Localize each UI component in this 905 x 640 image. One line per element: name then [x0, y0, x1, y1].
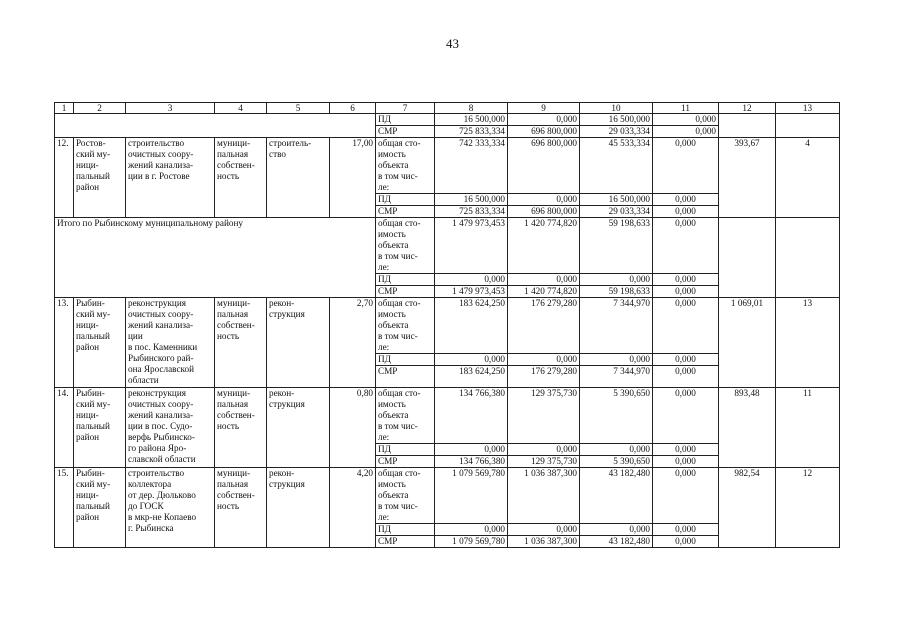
text-line: район: [76, 342, 100, 352]
text-line: собствен-: [217, 320, 255, 330]
cell: 12: [776, 468, 840, 548]
cell: 696 800,000: [508, 126, 580, 138]
text-line: ность: [217, 331, 240, 341]
cell: 0,000: [653, 536, 719, 548]
investment-table: [54, 102, 840, 548]
cell: 0,000: [653, 114, 719, 126]
text-line: струкция: [269, 399, 305, 409]
pd-label: ПД: [376, 354, 435, 366]
cell: 0,000: [508, 114, 580, 126]
text-line: муници-: [217, 388, 251, 398]
text-line: пальная: [217, 479, 249, 489]
cell: 176 279,280: [508, 366, 580, 388]
text-line: ле:: [378, 432, 390, 442]
district-cell: [74, 388, 126, 468]
text-line: имость: [378, 309, 406, 319]
text-line: пальная: [217, 309, 249, 319]
header-row: [55, 103, 840, 114]
work-type-cell: [267, 468, 330, 548]
work-type-cell: [267, 138, 330, 218]
text-line: жений канализа-: [128, 320, 194, 330]
col-header: 7: [376, 103, 435, 114]
text-line: в том чис-: [378, 171, 418, 181]
text-line: строительство: [128, 468, 185, 478]
cell: 0,000: [653, 206, 719, 218]
cell: 11: [776, 388, 840, 468]
text-line: ле:: [378, 182, 390, 192]
text-line: славской области: [128, 454, 196, 464]
cell: 1 420 774,820: [508, 286, 580, 298]
text-line: области: [128, 375, 159, 385]
cell: 725 833,334: [435, 206, 508, 218]
text-line: общая сто-: [378, 218, 421, 228]
text-line: объекта: [378, 240, 409, 250]
subtotal-label: Итого по Рыбинскому муниципальному району: [55, 218, 376, 298]
cell: 0,000: [508, 444, 580, 456]
cell: 5 390,650: [580, 388, 653, 444]
text-line: район: [76, 512, 100, 522]
text-line: струкция: [269, 479, 305, 489]
text-line: пальная: [217, 399, 249, 409]
text-line: ский му-: [76, 399, 111, 409]
text-line: реконструкция: [128, 388, 186, 398]
cell: 43 182,480: [580, 536, 653, 548]
text-line: в том чис-: [378, 331, 418, 341]
cell: 7 344,970: [580, 298, 653, 354]
text-line: г. Рыбинска: [128, 523, 174, 533]
col-header: 9: [508, 103, 580, 114]
cell: [719, 218, 776, 298]
text-line: очистных соору-: [128, 149, 194, 159]
cell: [719, 114, 776, 138]
cell: 43 182,480: [580, 468, 653, 524]
cell: 0,000: [653, 444, 719, 456]
cell: 0,000: [508, 274, 580, 286]
text-line: объекта: [378, 160, 409, 170]
cell: 0,000: [435, 274, 508, 286]
cell: 16 500,000: [435, 114, 508, 126]
cell: 176 279,280: [508, 298, 580, 354]
text-line: объекта: [378, 490, 409, 500]
cell: 59 198,633: [580, 218, 653, 274]
cell: 982,54: [719, 468, 776, 548]
row-number: 12.: [55, 138, 74, 218]
cell: 16 500,000: [435, 194, 508, 206]
text-line: в том чис-: [378, 501, 418, 511]
cell: 1 069,01: [719, 298, 776, 388]
text-line: имость: [378, 149, 406, 159]
cell: 0,000: [653, 218, 719, 274]
smr-label: СМР: [376, 206, 435, 218]
smr-label: СМР: [376, 286, 435, 298]
text-line: Рыбин-: [76, 298, 105, 308]
cell: 0,000: [653, 274, 719, 286]
text-line: строитель-: [269, 138, 312, 148]
cell: 134 766,380: [435, 456, 508, 468]
text-line: жений канализа-: [128, 410, 194, 420]
col-header: 8: [435, 103, 508, 114]
col-header: 11: [653, 103, 719, 114]
cell: 0,000: [653, 354, 719, 366]
text-line: имость: [378, 479, 406, 489]
cell: 0,000: [435, 444, 508, 456]
text-line: собствен-: [217, 410, 255, 420]
col-header: 2: [74, 103, 126, 114]
cell: 0,000: [508, 524, 580, 536]
smr-label: СМР: [376, 126, 435, 138]
text-line: ский му-: [76, 479, 111, 489]
cell: 1 036 387,300: [508, 536, 580, 548]
cell: [776, 114, 840, 138]
cell: 1 079 569,780: [435, 468, 508, 524]
text-line: от дер. Дюльково: [128, 490, 196, 500]
total-label: [376, 298, 435, 354]
cell: 0,000: [435, 354, 508, 366]
cell: 7 344,970: [580, 366, 653, 388]
ownership-cell: [215, 138, 267, 218]
pd-label: ПД: [376, 114, 435, 126]
text-line: пальный: [76, 501, 110, 511]
text-line: общая сто-: [378, 138, 421, 148]
text-line: ции в г. Ростове: [128, 171, 190, 181]
smr-label: СМР: [376, 366, 435, 388]
text-line: верфь Рыбинско-: [128, 432, 195, 442]
cell: 0,000: [653, 138, 719, 194]
text-line: ство: [269, 149, 286, 159]
row-number: 13.: [55, 298, 74, 388]
district-cell: [74, 298, 126, 388]
table-row: [55, 138, 840, 194]
cell: 696 800,000: [508, 206, 580, 218]
col-header: 5: [267, 103, 330, 114]
table-row: [55, 114, 840, 126]
cell: 129 375,730: [508, 388, 580, 444]
text-line: в мкр-не Копаево: [128, 512, 197, 522]
smr-label: СМР: [376, 456, 435, 468]
text-line: до ГОСК: [128, 501, 164, 511]
cell: 0,000: [435, 524, 508, 536]
text-line: собствен-: [217, 160, 255, 170]
text-line: ници-: [76, 320, 99, 330]
text-line: ции в пос. Судо-: [128, 421, 193, 431]
cell: 0,000: [580, 444, 653, 456]
text-line: го района Яро-: [128, 443, 187, 453]
text-line: пальная: [217, 149, 249, 159]
text-line: Рыбинского рай-: [128, 353, 194, 363]
cell: 1 479 973,453: [435, 286, 508, 298]
cell: 0,000: [580, 354, 653, 366]
col-header: 12: [719, 103, 776, 114]
text-line: ле:: [378, 512, 390, 522]
cell: 0,000: [508, 354, 580, 366]
cell: 0,000: [580, 274, 653, 286]
text-line: ле:: [378, 262, 390, 272]
text-line: строительство: [128, 138, 185, 148]
table-row: [55, 298, 840, 354]
text-line: ность: [217, 501, 240, 511]
text-line: ле:: [378, 342, 390, 352]
col-header: 3: [126, 103, 215, 114]
cell: 893,48: [719, 388, 776, 468]
cell: 13: [776, 298, 840, 388]
text-line: Ростов-: [76, 138, 106, 148]
cell: 0,000: [653, 456, 719, 468]
text-line: собствен-: [217, 490, 255, 500]
text-line: пальный: [76, 421, 110, 431]
text-line: пальный: [76, 331, 110, 341]
cell: 134 766,380: [435, 388, 508, 444]
text-line: общая сто-: [378, 388, 421, 398]
total-label: [376, 218, 435, 274]
cell: 45 533,334: [580, 138, 653, 194]
cell: 1 420 774,820: [508, 218, 580, 274]
cell: 5 390,650: [580, 456, 653, 468]
text-line: имость: [378, 229, 406, 239]
text-line: коллектора: [128, 479, 172, 489]
cell: 0,000: [653, 388, 719, 444]
cell: 59 198,633: [580, 286, 653, 298]
object-cell: [126, 298, 215, 388]
text-line: в том чис-: [378, 251, 418, 261]
row-number: 15.: [55, 468, 74, 548]
work-type-cell: [267, 298, 330, 388]
text-line: муници-: [217, 138, 251, 148]
district-cell: [74, 468, 126, 548]
text-line: общая сто-: [378, 298, 421, 308]
object-cell: [126, 138, 215, 218]
table-row: [55, 468, 840, 524]
text-line: имость: [378, 399, 406, 409]
total-label: [376, 388, 435, 444]
text-line: очистных соору-: [128, 399, 194, 409]
text-line: ность: [217, 421, 240, 431]
col-header: 10: [580, 103, 653, 114]
col-header: 6: [330, 103, 376, 114]
cell: 16 500,000: [580, 114, 653, 126]
object-cell: [126, 468, 215, 548]
cell: 0,000: [653, 366, 719, 388]
cell: 0,000: [653, 286, 719, 298]
text-line: объекта: [378, 410, 409, 420]
text-line: ции: [128, 331, 143, 341]
pd-label: ПД: [376, 274, 435, 286]
cell: 0,000: [653, 194, 719, 206]
cell: [776, 218, 840, 298]
cell: 0,000: [653, 524, 719, 536]
capacity-cell: 4,20: [330, 468, 376, 548]
cell: 183 624,250: [435, 298, 508, 354]
smr-label: СМР: [376, 536, 435, 548]
text-line: общая сто-: [378, 468, 421, 478]
cell: 393,67: [719, 138, 776, 218]
capacity-cell: 17,00: [330, 138, 376, 218]
text-line: Рыбин-: [76, 388, 105, 398]
col-header: 13: [776, 103, 840, 114]
cell: 1 036 387,300: [508, 468, 580, 524]
cell: 183 624,250: [435, 366, 508, 388]
text-line: пальный: [76, 171, 110, 181]
text-line: струкция: [269, 309, 305, 319]
cell: 0,000: [653, 298, 719, 354]
text-line: район: [76, 182, 100, 192]
cell: 742 333,334: [435, 138, 508, 194]
text-line: ници-: [76, 490, 99, 500]
text-line: в пос. Каменники: [128, 342, 198, 352]
text-line: ский му-: [76, 149, 111, 159]
cell: 0,000: [580, 524, 653, 536]
cell: 0,000: [508, 194, 580, 206]
text-line: она Ярославской: [128, 364, 195, 374]
cell: 4: [776, 138, 840, 218]
pd-label: ПД: [376, 194, 435, 206]
cell: 0,000: [653, 126, 719, 138]
col-header: 4: [215, 103, 267, 114]
capacity-cell: 2,70: [330, 298, 376, 388]
total-label: [376, 468, 435, 524]
cell: 1 479 973,453: [435, 218, 508, 274]
cell: 129 375,730: [508, 456, 580, 468]
text-line: ници-: [76, 410, 99, 420]
text-line: Рыбин-: [76, 468, 105, 478]
text-line: муници-: [217, 298, 251, 308]
ownership-cell: [215, 468, 267, 548]
pd-label: ПД: [376, 524, 435, 536]
cell: 29 033,334: [580, 126, 653, 138]
text-line: район: [76, 432, 100, 442]
subtotal-row: [55, 218, 840, 274]
text-line: рекон-: [269, 468, 295, 478]
cell: 725 833,334: [435, 126, 508, 138]
cell: 29 033,334: [580, 206, 653, 218]
row-number: 14.: [55, 388, 74, 468]
object-cell: [126, 388, 215, 468]
text-line: в том чис-: [378, 421, 418, 431]
text-line: очистных соору-: [128, 309, 194, 319]
text-line: муници-: [217, 468, 251, 478]
continuation-blank: [55, 114, 376, 138]
page-number: 43: [446, 36, 459, 51]
district-cell: [74, 138, 126, 218]
text-line: реконструкция: [128, 298, 186, 308]
pd-label: ПД: [376, 444, 435, 456]
ownership-cell: [215, 388, 267, 468]
text-line: жений канализа-: [128, 160, 194, 170]
text-line: рекон-: [269, 298, 295, 308]
total-label: [376, 138, 435, 194]
cell: 16 500,000: [580, 194, 653, 206]
cell: 696 800,000: [508, 138, 580, 194]
work-type-cell: [267, 388, 330, 468]
cell: 1 079 569,780: [435, 536, 508, 548]
col-header: 1: [55, 103, 74, 114]
capacity-cell: 0,80: [330, 388, 376, 468]
text-line: ность: [217, 171, 240, 181]
table-row: [55, 388, 840, 444]
text-line: ский му-: [76, 309, 111, 319]
cell: 0,000: [653, 468, 719, 524]
text-line: объекта: [378, 320, 409, 330]
text-line: ници-: [76, 160, 99, 170]
ownership-cell: [215, 298, 267, 388]
text-line: рекон-: [269, 388, 295, 398]
